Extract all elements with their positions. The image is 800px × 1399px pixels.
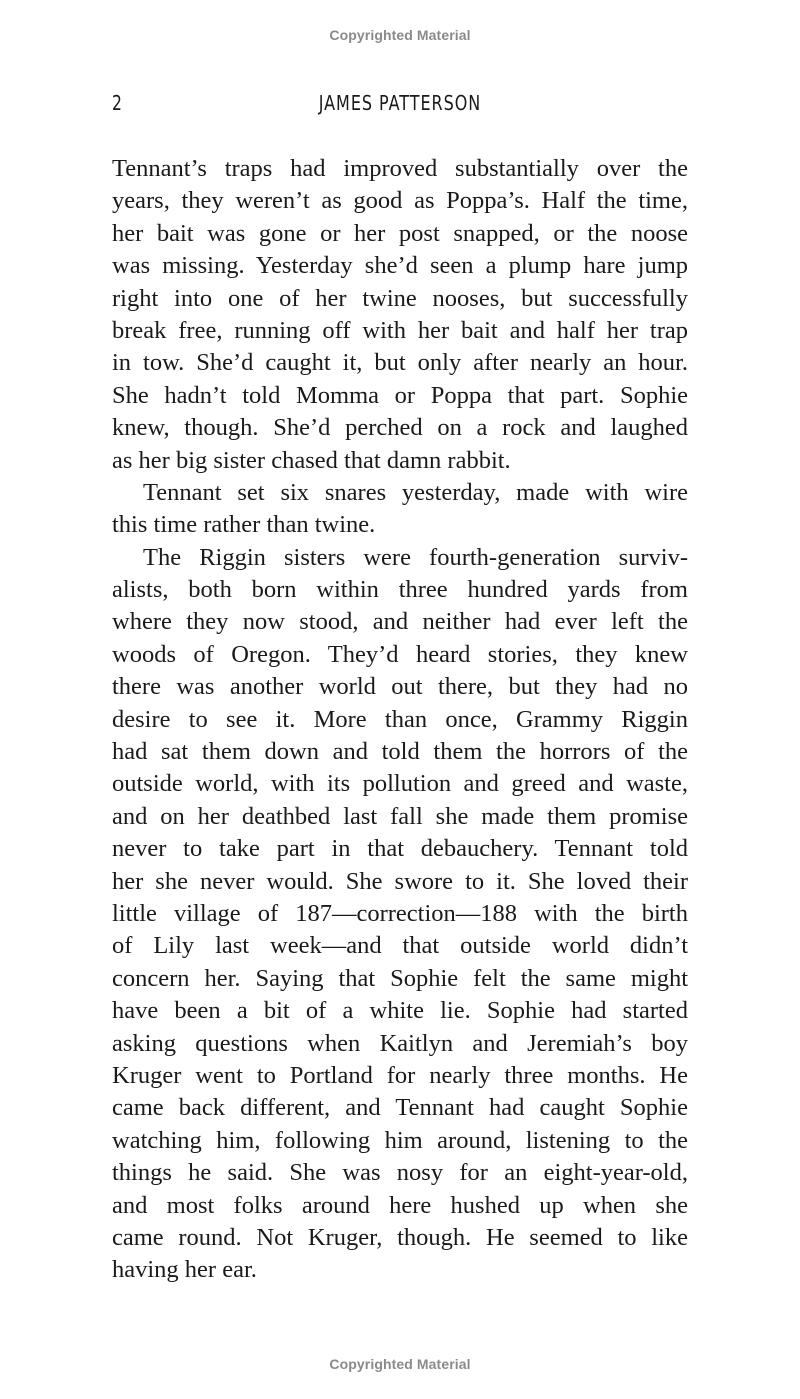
text-line: her bait was gone or her post snapped, or the noose [112, 219, 688, 247]
text-line: have been a bit of a white lie. Sophie had started [112, 997, 688, 1025]
text-line: had sat them down and told them the horrors of the [112, 738, 688, 766]
copyright-watermark-top: Copyrighted Material [329, 27, 471, 43]
text-line: watching him, following him around, listening to the [112, 1126, 688, 1154]
text-line: things he said. She was nosy for an eight-year-old, [112, 1159, 688, 1187]
page-number: 2 [112, 91, 122, 115]
text-line: alists, both born within three hundred yards from [112, 576, 688, 604]
text-line: of Lily last week—and that outside world didn’t [112, 932, 688, 960]
text-line: this time rather than twine. [112, 511, 376, 539]
running-head-author: JAMES PATTERSON [318, 91, 482, 115]
text-line: came back different, and Tennant had caught Sophie [112, 1094, 688, 1122]
text-line: woods of Oregon. They’d heard stories, they knew [112, 640, 688, 668]
text-line: where they now stood, and neither had ever left the [112, 608, 688, 636]
copyright-watermark-bottom: Copyrighted Material [329, 1356, 471, 1372]
text-line: Tennant set six snares yesterday, made with wire [143, 478, 688, 506]
text-line: was missing. Yesterday she’d seen a plump hare jump [112, 252, 688, 280]
paragraph [112, 477, 688, 542]
text-line: came round. Not Kruger, though. He seemed to like [112, 1223, 688, 1251]
text-line: never to take part in that debauchery. Tennant told [112, 835, 688, 863]
text-line: years, they weren’t as good as Poppa’s. Half the time, [112, 187, 688, 215]
text-line: there was another world out there, but they had no [112, 673, 688, 701]
text-line: little village of 187—correction—188 with the birth [112, 899, 688, 927]
text-line: knew, though. She’d perched on a rock and laughed [112, 414, 688, 442]
text-line: desire to see it. More than once, Grammy Riggin [112, 705, 688, 733]
paragraph [112, 153, 688, 477]
text-line: as her big sister chased that damn rabbit. [112, 446, 511, 474]
text-line: Tennant’s traps had improved substantially over the [112, 155, 688, 182]
text-line: and most folks around here hushed up when she [112, 1191, 688, 1219]
paragraph [112, 542, 688, 1287]
text-line: and on her deathbed last fall she made them promise [112, 802, 688, 830]
text-line: She hadn’t told Momma or Poppa that part. Sophie [112, 381, 688, 409]
text-line: The Riggin sisters were fourth-generation surviv- [143, 543, 688, 571]
body-text [112, 153, 688, 1287]
text-line: concern her. Saying that Sophie felt the same might [112, 964, 688, 992]
text-line: having her ear. [112, 1256, 257, 1284]
text-line: in tow. She’d caught it, but only after nearly an hour. [112, 349, 688, 377]
running-header [0, 91, 800, 121]
text-line: outside world, with its pollution and greed and waste, [112, 770, 688, 798]
text-line: Kruger went to Portland for nearly three months. He [112, 1061, 688, 1089]
text-line: her she never would. She swore to it. She loved their [112, 867, 688, 895]
text-line: right into one of her twine nooses, but successfully [112, 284, 688, 312]
text-line: break free, running off with her bait and half her trap [112, 316, 688, 344]
text-line: asking questions when Kaitlyn and Jeremiah’s boy [112, 1029, 688, 1057]
